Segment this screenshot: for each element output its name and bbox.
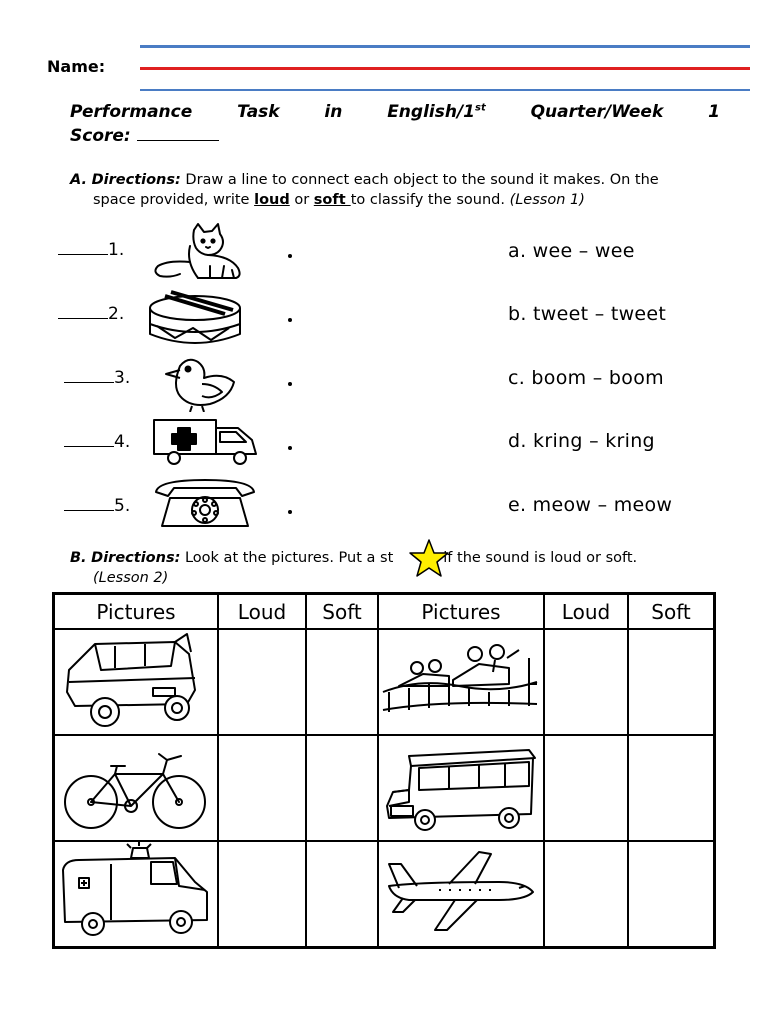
name-line-blue-bottom bbox=[140, 89, 750, 91]
roller-coaster-icon bbox=[379, 630, 541, 730]
header-loud: Loud bbox=[218, 594, 306, 630]
loud-cell[interactable] bbox=[544, 735, 628, 841]
cat-icon bbox=[150, 222, 250, 280]
bird-icon bbox=[152, 352, 242, 412]
soft-cell[interactable] bbox=[306, 629, 378, 735]
score-field bbox=[70, 126, 219, 146]
item-5-answer[interactable]: 5. bbox=[64, 496, 130, 516]
connect-dot-3[interactable] bbox=[288, 382, 292, 386]
picture-cell bbox=[54, 841, 219, 948]
jeep-icon bbox=[55, 630, 215, 730]
title-word: Quarter/Week bbox=[530, 102, 664, 122]
jeepney-icon bbox=[379, 736, 541, 836]
table-row bbox=[54, 629, 715, 735]
loud-cell[interactable] bbox=[544, 629, 628, 735]
loud-cell[interactable] bbox=[218, 629, 306, 735]
picture-cell bbox=[378, 841, 544, 948]
header-loud: Loud bbox=[544, 594, 628, 630]
ambulance-icon bbox=[150, 414, 260, 466]
loud-cell[interactable] bbox=[218, 841, 306, 948]
soft-cell[interactable] bbox=[306, 841, 378, 948]
star-icon bbox=[408, 538, 450, 578]
title-word: in bbox=[324, 102, 343, 122]
picture-cell bbox=[54, 735, 219, 841]
drum-icon bbox=[145, 290, 245, 348]
sound-e: e. meow – meow bbox=[508, 494, 673, 516]
picture-cell bbox=[378, 629, 544, 735]
connect-dot-1[interactable] bbox=[288, 254, 292, 258]
sound-table bbox=[52, 592, 716, 949]
sound-c: c. boom – boom bbox=[508, 367, 664, 389]
ambulance-van-icon bbox=[55, 842, 215, 942]
title-word: 1 bbox=[708, 102, 720, 122]
name-label: Name: bbox=[47, 57, 106, 76]
table-header-row bbox=[54, 594, 715, 630]
airplane-icon bbox=[379, 842, 541, 942]
table-row bbox=[54, 841, 715, 948]
loud-cell[interactable] bbox=[544, 841, 628, 948]
name-line-blue-top bbox=[140, 45, 750, 48]
connect-dot-2[interactable] bbox=[288, 318, 292, 322]
bicycle-icon bbox=[55, 736, 215, 836]
header-soft: Soft bbox=[306, 594, 378, 630]
table-row bbox=[54, 735, 715, 841]
picture-cell bbox=[378, 735, 544, 841]
soft-cell[interactable] bbox=[628, 735, 715, 841]
sound-d: d. kring – kring bbox=[508, 430, 655, 452]
title-word: English/1st bbox=[387, 102, 486, 122]
header-pictures: Pictures bbox=[54, 594, 219, 630]
section-b-directions: B. Directions: Look at the pictures. Put a st if the sound is loud or soft. (Lesson 2) bbox=[70, 550, 638, 586]
page-title bbox=[70, 102, 720, 122]
score-label: Score: bbox=[70, 126, 131, 146]
connect-dot-5[interactable] bbox=[288, 510, 292, 514]
item-4-answer[interactable]: 4. bbox=[64, 432, 130, 452]
soft-cell[interactable] bbox=[306, 735, 378, 841]
header-soft: Soft bbox=[628, 594, 715, 630]
title-word: Performance bbox=[70, 102, 193, 122]
title-word: Task bbox=[237, 102, 280, 122]
soft-cell[interactable] bbox=[628, 841, 715, 948]
item-3-answer[interactable]: 3. bbox=[64, 368, 130, 388]
header-pictures: Pictures bbox=[378, 594, 544, 630]
name-line-red[interactable] bbox=[140, 67, 750, 70]
item-2-answer[interactable]: 2. bbox=[58, 304, 124, 324]
section-a-directions: A. Directions: Draw a line to connect each object to the sound it makes. On the space provided, write loud or soft to classify the sound. (Lesson 1) bbox=[70, 172, 659, 208]
loud-cell[interactable] bbox=[218, 735, 306, 841]
item-1-answer[interactable]: 1. bbox=[58, 240, 124, 260]
connect-dot-4[interactable] bbox=[288, 446, 292, 450]
soft-cell[interactable] bbox=[628, 629, 715, 735]
sound-a: a. wee – wee bbox=[508, 240, 635, 262]
score-blank[interactable] bbox=[137, 126, 219, 141]
telephone-icon bbox=[150, 478, 260, 530]
picture-cell bbox=[54, 629, 219, 735]
sound-b: b. tweet – tweet bbox=[508, 303, 667, 325]
